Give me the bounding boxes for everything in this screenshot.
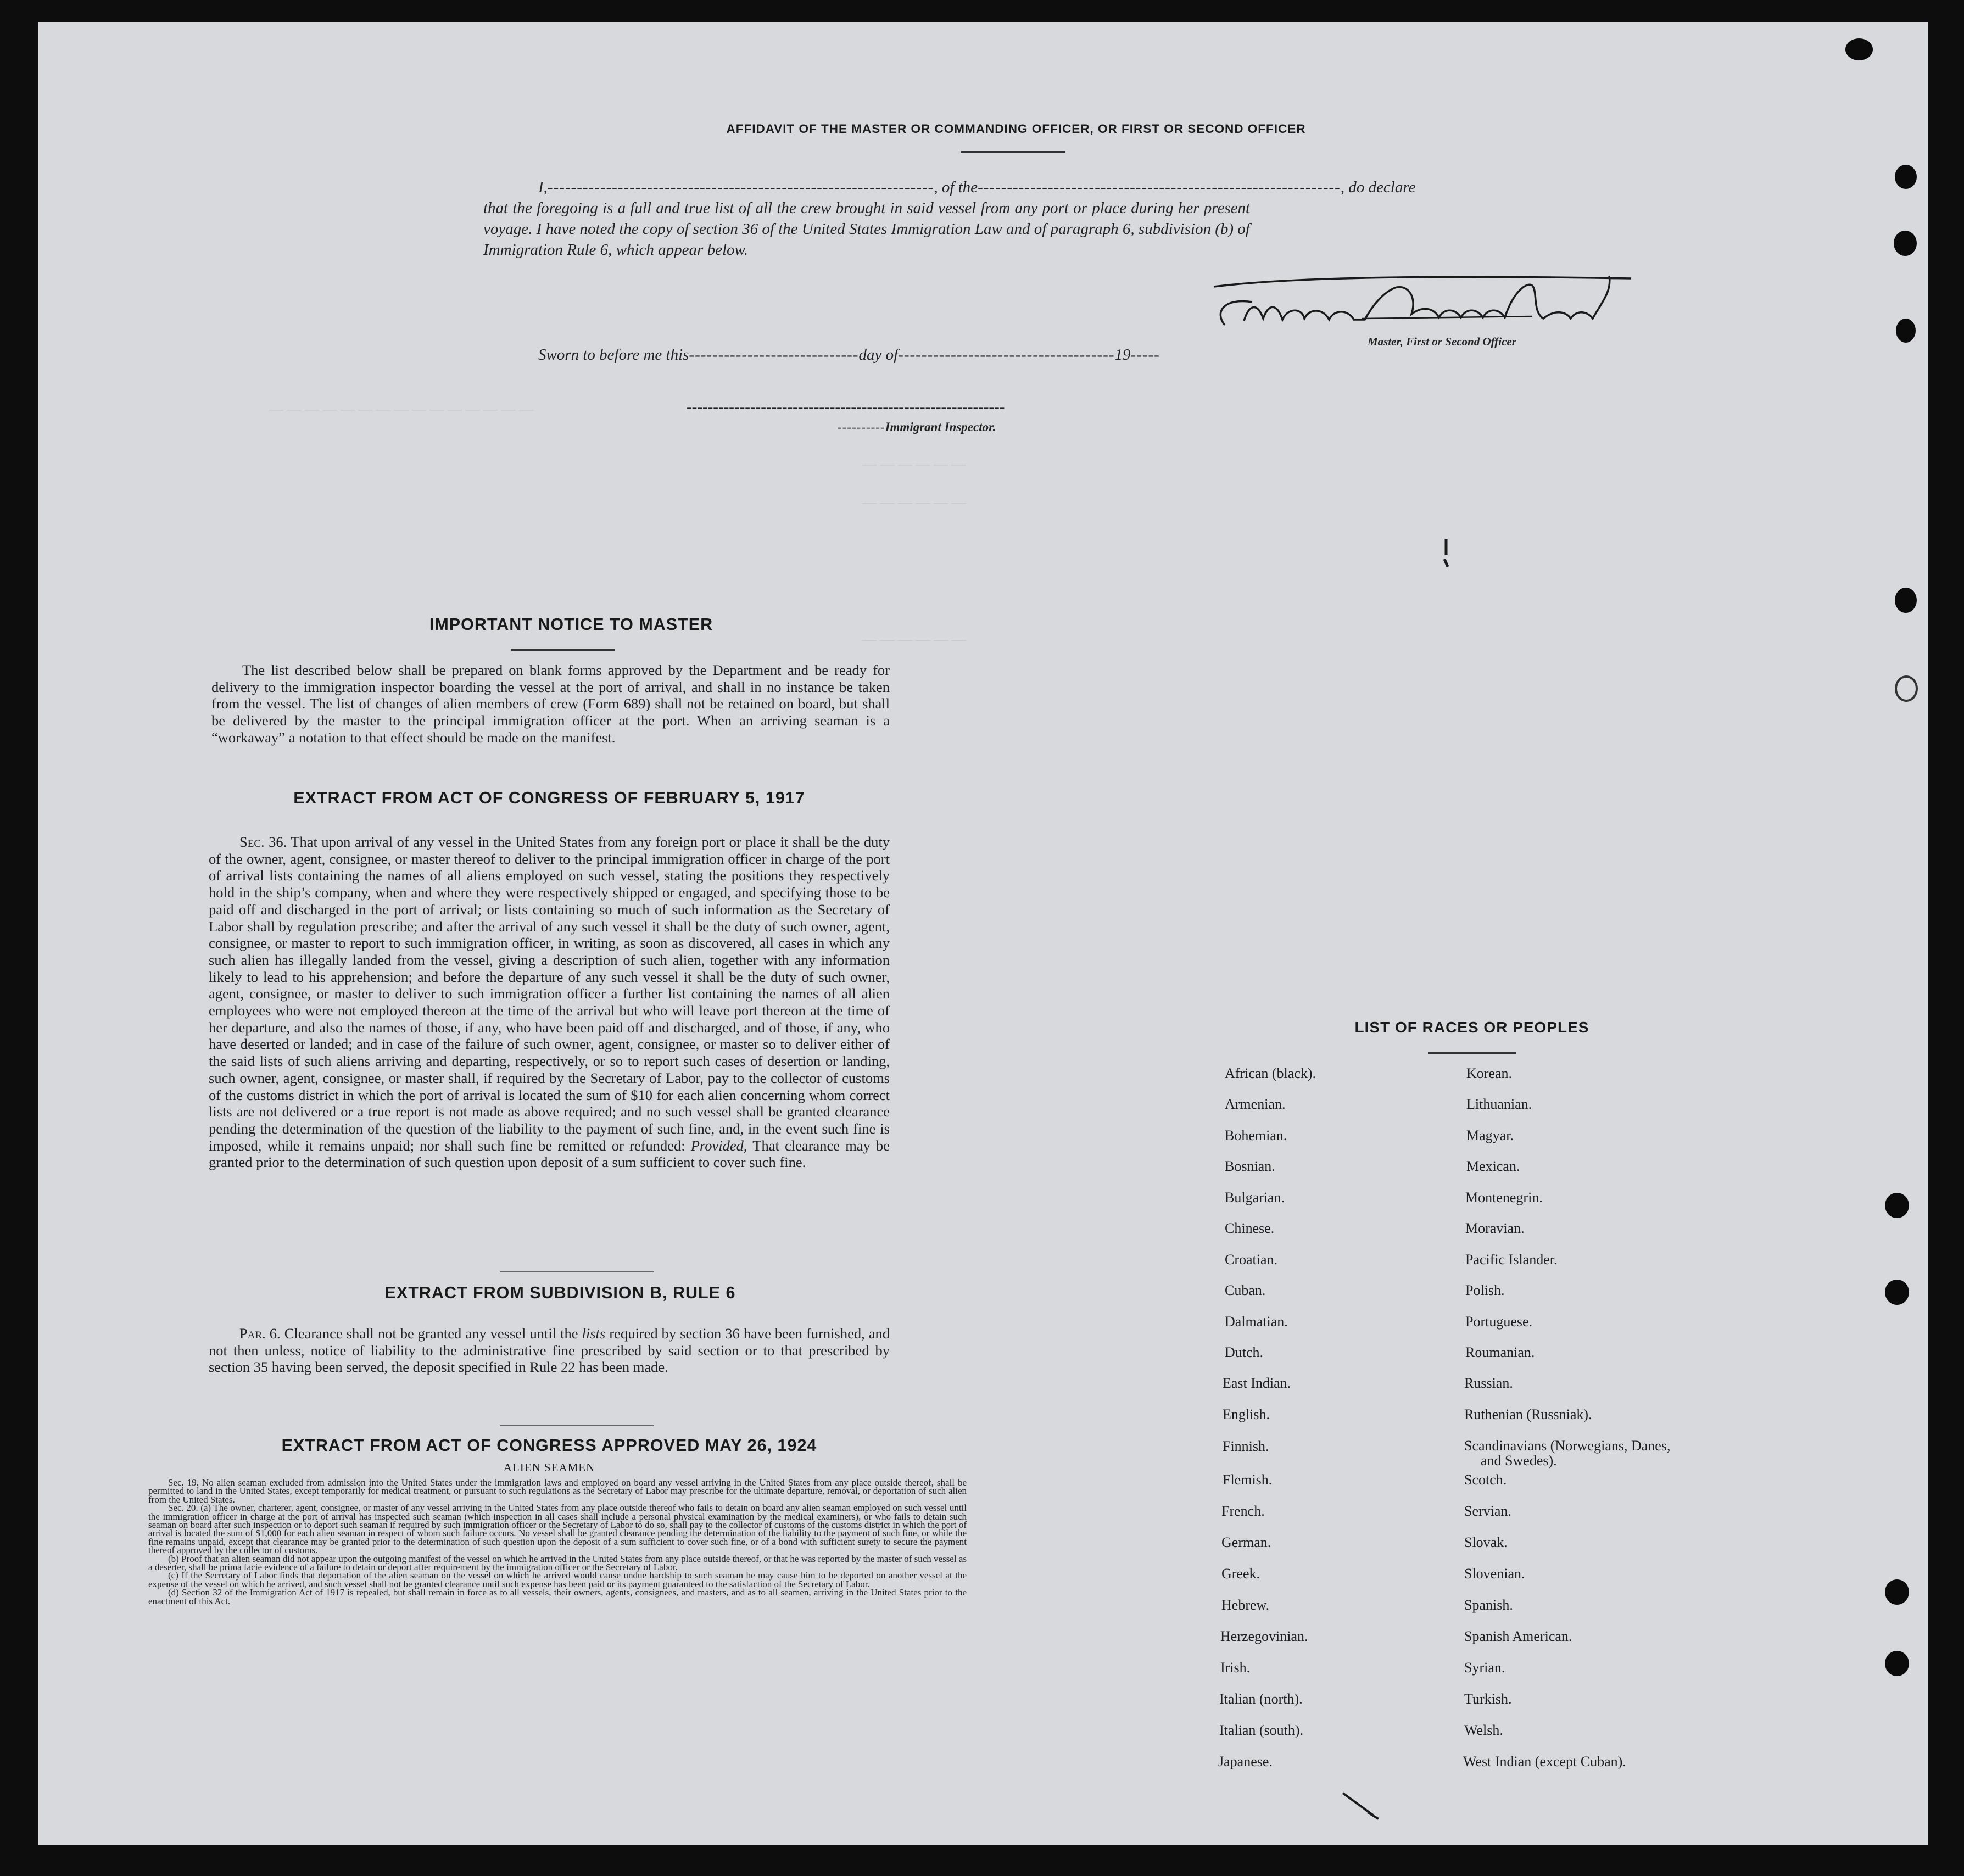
sec-36-body: That upon arrival of any vessel in the United States from any foreign port or place it shall be the duty of the owner, agent, consignee, or master thereof to deliver to the principal immigration officer in charge of the port of arrival lists containing the names of all aliens employed on such vessel, stating the positions they respectively hold in the ship’s company, when and where they were respectively shipped or engaged, and specifying those to be paid off and discharged in the port of arrival; or lists containing so much of such information as the Secretary of Labor shall by regulation prescribe; and after the arrival of any such vessel it shall be the duty of such owner, agent, consignee, or master to report to such immigration officer, in writing, as soon as discovered, all cases in which any such alien has illegally landed from the vessel, giving a description of such alien, together with any information likely to lead to his apprehension; and before the departure of any such vessel it shall be the duty of such owner, agent, consignee, or master to deliver to such immigration officer a further list containing the names of all alien employees who were not employed thereon at the time of the arrival but who will leave port thereon at the time of her departure, and also the names of those, if any, who have been paid off and discharged, and of those, if any, who have deserted or landed; and in case of the failure of such owner, agent, consignee, or master so to deliver either of the said lists of such aliens arriving and departing, respectively, or so to report such cases of desertion or landing, such owner, agent, consignee, or master shall, if required by the Secretary of Labor, pay to the collector of customs of the customs district in which the port of arrival is located the sum of $10 for each alien concerning whom correct lists are not delivered or a true report is not made as above required; and no such vessel shall be granted clearance pending the determination of the question of the liability to the payment of such fine, and, in the event such fine is imposed, while it remains unpaid; nor shall such fine be remitted or refunded: bbox=[209, 834, 890, 1154]
inspector-signature-blank[interactable]: ------------------------------------------------------------ bbox=[687, 398, 1005, 416]
sworn-label: Sworn to before me this bbox=[538, 346, 689, 364]
act-1924-text bbox=[148, 1478, 967, 1605]
race-item: West Indian (except Cuban). bbox=[1463, 1754, 1626, 1769]
punch-hole bbox=[1885, 1579, 1909, 1605]
sworn-month-blank[interactable]: ------------------------------------- bbox=[898, 346, 1115, 364]
affidavit-line-3: voyage. I have noted the copy of section 36 of the United States Immigration Law and of paragraph 6, subdivision (b) of bbox=[483, 220, 1250, 238]
affidavit-title: AFFIDAVIT OF THE MASTER OR COMMANDING OFFICER, OR FIRST OR SECOND OFFICER bbox=[726, 122, 1306, 136]
act-1924-title: EXTRACT FROM ACT OF CONGRESS APPROVED MAY 26, 1924 bbox=[281, 1436, 817, 1455]
rule-6-text bbox=[209, 1325, 890, 1376]
affidavit-line-4: Immigration Rule 6, which appear below. bbox=[483, 241, 748, 259]
race-item: Bohemian. bbox=[1225, 1127, 1287, 1143]
races-rule bbox=[1428, 1052, 1516, 1054]
notice-paragraph bbox=[211, 662, 890, 746]
notice-text: The list described below shall be prepared on blank forms approved by the Department and be ready for delivery to the immigration inspector boarding the vessel at the port of arrival, and shall in no instance be taken from the vessel. The list of changes of alien members of crew (Form 689) shall not be retained on board, but shall be delivered by the master to the principal immigration officer at the port. When an arriving seaman is a “workaway” a notation to that effect should be made on the manifest. bbox=[211, 662, 890, 746]
race-item: Croatian. bbox=[1225, 1252, 1278, 1268]
races-title: LIST OF RACES OR PEOPLES bbox=[1354, 1019, 1589, 1036]
race-item: Chinese. bbox=[1225, 1220, 1275, 1236]
race-item: Syrian. bbox=[1464, 1660, 1505, 1676]
race-item: Italian (south). bbox=[1219, 1722, 1304, 1738]
race-item: Portuguese. bbox=[1465, 1314, 1533, 1330]
punch-hole bbox=[1845, 38, 1873, 60]
act-1917-paragraph bbox=[209, 834, 890, 1171]
sec-19-text: Sec. 19. No alien seaman excluded from admission into the United States under the immigration laws and employed on board any vessel arriving in the United States from any place outside thereof, shall be permitted to land in the United States, except temporarily for medical treatment, or pursuant to such regulations as the Secretary of Labor may prescribe for the ultimate departure, removal, or deportation of such alien from the United States. bbox=[148, 1477, 967, 1505]
title-rule bbox=[961, 151, 1065, 153]
sworn-day-blank[interactable]: ----------------------------- bbox=[689, 346, 859, 364]
sec-20b-text: (b) Proof that an alien seaman did not appear upon the outgoing manifest of the vessel on which he arrived in the United States from any place outside thereof, or that he was reported by the master of such vessel as a deserter, shall be prima facie evidence of a failure to detain or deport after requirement by the immigration officer or the Secretary of Labor. bbox=[148, 1553, 967, 1573]
punch-hole bbox=[1895, 165, 1917, 189]
affidavit-line-2: that the foregoing is a full and true list of all the crew brought in said vessel from any port or place during her present bbox=[483, 199, 1251, 217]
notice-title: IMPORTANT NOTICE TO MASTER bbox=[429, 615, 713, 634]
year-prefix: 19 bbox=[1114, 346, 1131, 364]
master-name-blank[interactable]: ------------------------------------------------------------------ bbox=[547, 178, 934, 196]
race-item: Welsh. bbox=[1464, 1722, 1503, 1738]
race-item: Herzegovinian. bbox=[1220, 1628, 1308, 1644]
scratch-mark bbox=[1340, 1790, 1384, 1823]
race-item: Turkish. bbox=[1464, 1691, 1512, 1707]
bleed-through: — — — — — — bbox=[862, 632, 966, 647]
race-item: Armenian. bbox=[1225, 1096, 1286, 1112]
race-item: Polish. bbox=[1465, 1282, 1505, 1298]
manifest-page bbox=[38, 22, 1928, 1845]
signature-caption: Master, First or Second Officer bbox=[1368, 335, 1516, 348]
race-item: French. bbox=[1221, 1503, 1265, 1519]
day-of-label: day of bbox=[858, 346, 899, 364]
punch-hole bbox=[1895, 675, 1918, 702]
punch-hole bbox=[1896, 319, 1916, 343]
race-item: Montenegrin. bbox=[1465, 1190, 1543, 1205]
race-item: German. bbox=[1221, 1534, 1271, 1550]
race-item: Greek. bbox=[1221, 1566, 1260, 1582]
race-item: Moravian. bbox=[1465, 1220, 1525, 1236]
race-item: Roumanian. bbox=[1465, 1344, 1535, 1360]
rule-6-rule bbox=[500, 1425, 654, 1426]
race-item: East Indian. bbox=[1223, 1375, 1291, 1391]
sec-20c-text: (c) If the Secretary of Labor finds that deportation of the alien seaman on the vessel on which he arrived would cause undue hardship to such seaman he may cause him to be deported on another vessel at the expense of the vessel on which he arrived, and such vessel shall not be granted clearance until such expense has been paid or its payment guaranteed to the satisfaction of the Secretary of Labor. bbox=[148, 1570, 967, 1589]
inspector-line bbox=[838, 420, 996, 434]
affidavit-of-the-label: , of the bbox=[934, 178, 978, 196]
race-item: English. bbox=[1223, 1406, 1270, 1422]
affidavit-i-label: I, bbox=[538, 178, 548, 196]
rule-6-body-b: required by section 36 have been furnished, and not then unless, notice of liability to the administrative fine prescribed by said section or to that prescribed by section 35 having been served, the deposit specified in Rule 22 has been made. bbox=[209, 1325, 890, 1376]
race-item: Bulgarian. bbox=[1225, 1190, 1285, 1205]
race-item: Mexican. bbox=[1466, 1158, 1520, 1174]
notice-rule bbox=[511, 649, 615, 651]
race-item: Lithuanian. bbox=[1466, 1096, 1532, 1112]
bleed-through: — — — — — — bbox=[862, 494, 966, 510]
race-item: Bosnian. bbox=[1225, 1158, 1275, 1174]
act-1917-text bbox=[209, 834, 890, 1171]
race-item: Ruthenian (Russniak). bbox=[1464, 1406, 1592, 1422]
provided-label: Provided, bbox=[690, 1137, 747, 1154]
punch-hole bbox=[1895, 588, 1917, 613]
race-item: African (black). bbox=[1225, 1065, 1316, 1081]
sec-20a-text: Sec. 20. (a) The owner, charterer, agent, consignee, or master of any vessel arriving in the United States from any place outside thereof who fails to detain on board any alien seaman employed on such vessel until the immigration officer in charge at the port of arrival has inspected such seaman (which inspection in all cases shall include a personal physical examination by the medical examiners), or who fails to detain such seaman on board after such inspection or to deport such seaman if required by such immigration officer or the Secretary of Labor to do so, shall pay to the collector of customs of the customs district in which the port of arrival is located the sum of $1,000 for each alien seaman in respect of whom such failure occurs. No vessel shall be granted clearance pending the determination of the liability to the payment of such fine, or while the fine remains unpaid, except that clearance may be granted prior to the determination of such question upon the deposit of a sum sufficient to cover such fine, or of a bond with sufficient surety to secure the payment thereof approved by the collector of customs. bbox=[148, 1503, 967, 1556]
par-6-label: Par. 6. bbox=[239, 1325, 281, 1342]
race-item: Slovenian. bbox=[1464, 1566, 1525, 1582]
rule-6-body-a: Clearance shall not be granted any vessel until the bbox=[284, 1325, 578, 1342]
race-item: Korean. bbox=[1466, 1065, 1513, 1081]
act-1917-rule bbox=[500, 1271, 654, 1272]
race-item: Italian (north). bbox=[1219, 1691, 1303, 1707]
race-item: Dutch. bbox=[1225, 1344, 1264, 1360]
race-item: Japanese. bbox=[1218, 1754, 1273, 1769]
bleed-through: — — — — — — bbox=[862, 456, 966, 472]
race-item: Finnish. bbox=[1223, 1438, 1269, 1454]
scratch-mark bbox=[1438, 538, 1454, 571]
punch-hole bbox=[1885, 1651, 1909, 1676]
race-item: Pacific Islander. bbox=[1465, 1252, 1558, 1268]
race-item: Spanish American. bbox=[1464, 1628, 1572, 1644]
race-item: Spanish. bbox=[1464, 1597, 1513, 1613]
race-item: Cuban. bbox=[1225, 1282, 1266, 1298]
vessel-name-blank[interactable]: -------------------------------------------------------------- bbox=[978, 178, 1341, 196]
punch-hole bbox=[1894, 231, 1917, 256]
inspector-label: Immigrant Inspector. bbox=[885, 420, 996, 434]
sec-20d-text: (d) Section 32 of the Immigration Act of 1917 is repealed, but shall remain in force as to all vessels, their owners, agents, consignees, and masters, and as to all seamen, arriving in the United States prior to the enactment of this Act. bbox=[148, 1587, 967, 1606]
race-item: Scotch. bbox=[1464, 1472, 1507, 1488]
lists-word: lists bbox=[582, 1325, 606, 1342]
act-1917-title: EXTRACT FROM ACT OF CONGRESS OF FEBRUARY 5, 1917 bbox=[293, 789, 805, 807]
race-item: Dalmatian. bbox=[1225, 1314, 1288, 1330]
race-item: Irish. bbox=[1220, 1660, 1251, 1676]
sec-36-label: Sec. 36. bbox=[239, 834, 287, 850]
race-item: Servian. bbox=[1464, 1503, 1511, 1519]
affidavit-line-1 bbox=[538, 178, 1415, 197]
punch-hole bbox=[1885, 1193, 1909, 1218]
sworn-line bbox=[538, 346, 1160, 364]
race-item: Flemish. bbox=[1223, 1472, 1273, 1488]
affidavit-declare-label: , do declare bbox=[1340, 178, 1416, 196]
bleed-through: — — — — — — — — — — — — — — — bbox=[269, 401, 533, 417]
inspector-dash-lead: ---------- bbox=[838, 420, 885, 434]
act-1924-subtitle: ALIEN SEAMEN bbox=[503, 1461, 595, 1474]
sworn-year-blank[interactable]: ----- bbox=[1130, 346, 1160, 364]
punch-hole bbox=[1885, 1280, 1909, 1305]
race-item: Slovak. bbox=[1464, 1534, 1508, 1550]
rule-6-paragraph bbox=[209, 1325, 890, 1376]
rule-6-title: EXTRACT FROM SUBDIVISION B, RULE 6 bbox=[384, 1283, 736, 1302]
sec-36-body-end: That clearance may be granted prior to the determination of such question upon deposit of a sum sufficient to cover such fine. bbox=[209, 1137, 890, 1171]
race-item: Scandinavians (Norwegians, Danes, and Swedes). bbox=[1464, 1438, 1671, 1469]
race-item: Hebrew. bbox=[1221, 1597, 1270, 1613]
officer-signature bbox=[1192, 259, 1653, 342]
race-item: Magyar. bbox=[1466, 1127, 1514, 1143]
race-item: Russian. bbox=[1464, 1375, 1513, 1391]
